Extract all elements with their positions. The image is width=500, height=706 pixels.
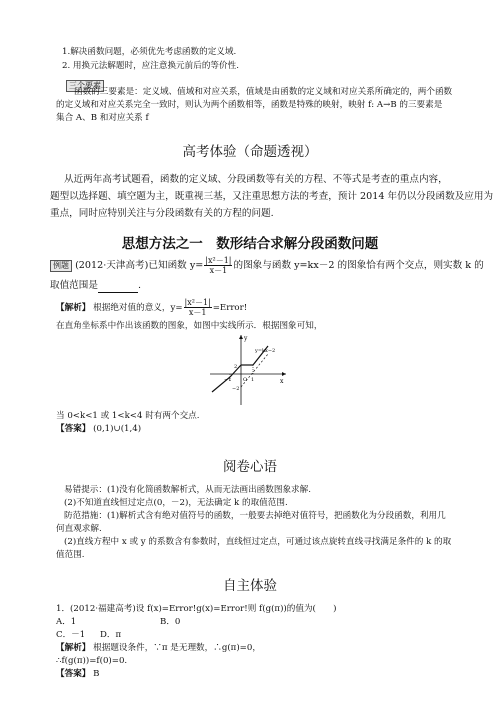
analysis-tag: 【解析】 — [56, 303, 91, 313]
piecewise-graph — [208, 332, 288, 407]
example-badge: 例题 — [50, 260, 72, 272]
gaokao-line-3: 重点，同时应特别关注与分段函数有关的方程的问题. — [50, 208, 274, 219]
answer-value: (0,1)∪(1,4) — [93, 424, 142, 434]
example-text-c: 取值范围是 — [50, 280, 98, 291]
y-axis-arrow — [239, 335, 243, 339]
option-c: C．－1 — [56, 630, 86, 640]
prevent-line-2b: 值范围. — [56, 550, 85, 560]
practice-answer-tag: 【答案】 — [56, 669, 91, 679]
analysis-fraction-num: |x²－1| — [184, 298, 211, 307]
practice-question: 1．(2012·福建高考)设 f(x)=Error!g(x)=Error!则 f(g(π))的值为( ) — [56, 604, 337, 614]
option-b: B．0 — [160, 617, 181, 627]
example-end: . — [137, 280, 142, 291]
analysis-line-1 — [56, 298, 247, 317]
practice-analysis-tag: 【解析】 — [56, 643, 91, 653]
label-tick-1: 1 — [251, 377, 255, 383]
practice-analysis-line-2: ∴f(g(π))=f(0)=0. — [56, 656, 128, 666]
section-title-review: 阅卷心语 — [223, 459, 277, 475]
prevent-label: 防范措施： — [64, 511, 107, 521]
practice-answer-line — [56, 668, 99, 681]
tip-line-2: (2)不知道直线恒过定点(0，－2)，无法确定 k 的取值范围. — [64, 498, 288, 508]
analysis-text-a: 根据绝对值的意义，y= — [93, 303, 183, 313]
example-line-2 — [50, 278, 141, 293]
section-title-method: 思想方法之一 数形结合求解分段函数问题 — [121, 236, 379, 252]
x-axis-arrow — [282, 372, 286, 376]
note-line-1: 1.解决函数问题，必须优先考虑函数的定义域. — [62, 47, 237, 57]
prevent-line-1b: 何直观求解. — [56, 524, 102, 534]
practice-answer-value: B — [93, 669, 100, 679]
practice-analysis-text: 根据题设条件，∵π 是无理数，∴g(π)=0， — [93, 643, 261, 653]
answer-blank — [98, 282, 138, 293]
example-fraction-den: x－1 — [209, 266, 228, 275]
example-line-1 — [50, 256, 484, 275]
analysis-line-2: 在直角坐标系中作出该函数的图象，如图中实线所示．根据图象可知， — [56, 321, 323, 331]
analysis-fraction — [184, 298, 212, 317]
gaokao-line-2: 题型以选择题、填空题为主，既重视三基，又注重思想方法的考查，预计 2014 年仍以分段函数及应用为 — [50, 191, 494, 202]
elements-para-line-a: 函数的三要素是：定义域、值域和对应关系，值域是由函数的定义域和对应关系所确定的，两个函数 — [74, 87, 453, 97]
note-line-2: 2. 用换元法解题时，应注意换元前后的等价性. — [62, 61, 239, 71]
label-x: x — [280, 378, 284, 385]
example-fraction — [204, 256, 232, 275]
gaokao-line-1: 从近两年高考试题看，函数的定义域、分段函数等有关的方程、不等式是考查的重点内容， — [64, 174, 448, 185]
example-fraction-num: |x²－1| — [205, 256, 232, 265]
label-tick-2: 2 — [234, 364, 238, 370]
tip-line-1 — [64, 484, 311, 497]
tip-text-1: (1)没有化简函数解析式，从而无法画出函数图象求解. — [106, 485, 311, 495]
example-text-b: 的图象与函数 y=kx－2 的图象恰有两个交点，则实数 k 的 — [233, 260, 484, 271]
analysis-fraction-den: x－1 — [188, 308, 207, 317]
option-a: A．1 — [56, 617, 77, 627]
section-title-gaokao: 高考体验（命题透视） — [182, 144, 318, 160]
label-kx-line: y=kx−2 — [255, 348, 276, 354]
example-text-a: (2012·天津高考)已知函数 y= — [75, 260, 204, 271]
prevent-text-1: (1)解析式含有绝对值符号的函数，一般要去掉绝对值符号，把函数化为分段函数，利用几 — [106, 511, 446, 521]
elements-para-line-c: 集合 A、B 和对应关系 f — [56, 113, 149, 123]
label-tick-neg2: −2 — [232, 386, 240, 392]
elements-para-line-b: 的定义域和对应关系完全一致时，则认为两个函数相等，函数是特殊的映射，映射 f: A→B 的三要素是 — [56, 100, 443, 110]
badge-label: 三个要素 — [66, 80, 104, 92]
analysis-conclusion: 当 0<k<1 或 1<k<4 时有两个交点. — [56, 411, 200, 421]
option-d: D．π — [100, 630, 122, 640]
answer-tag: 【答案】 — [56, 424, 91, 434]
label-origin: O — [243, 377, 248, 383]
prevent-line-2: (2)直线方程中 x 或 y 的系数含有参数时，直线恒过定点，可通过该点旋转直线寻找满足条件的 k 的取 — [64, 537, 452, 547]
prevent-line-1 — [64, 510, 446, 523]
answer-line — [56, 423, 141, 436]
label-tick-neg1: −1 — [224, 377, 232, 383]
label-y: y — [244, 335, 248, 342]
practice-analysis-line-1 — [56, 642, 261, 655]
analysis-text-b: =Error! — [212, 303, 248, 313]
tip-label: 易错提示： — [64, 485, 107, 495]
section-title-practice: 自主体验 — [223, 578, 277, 594]
